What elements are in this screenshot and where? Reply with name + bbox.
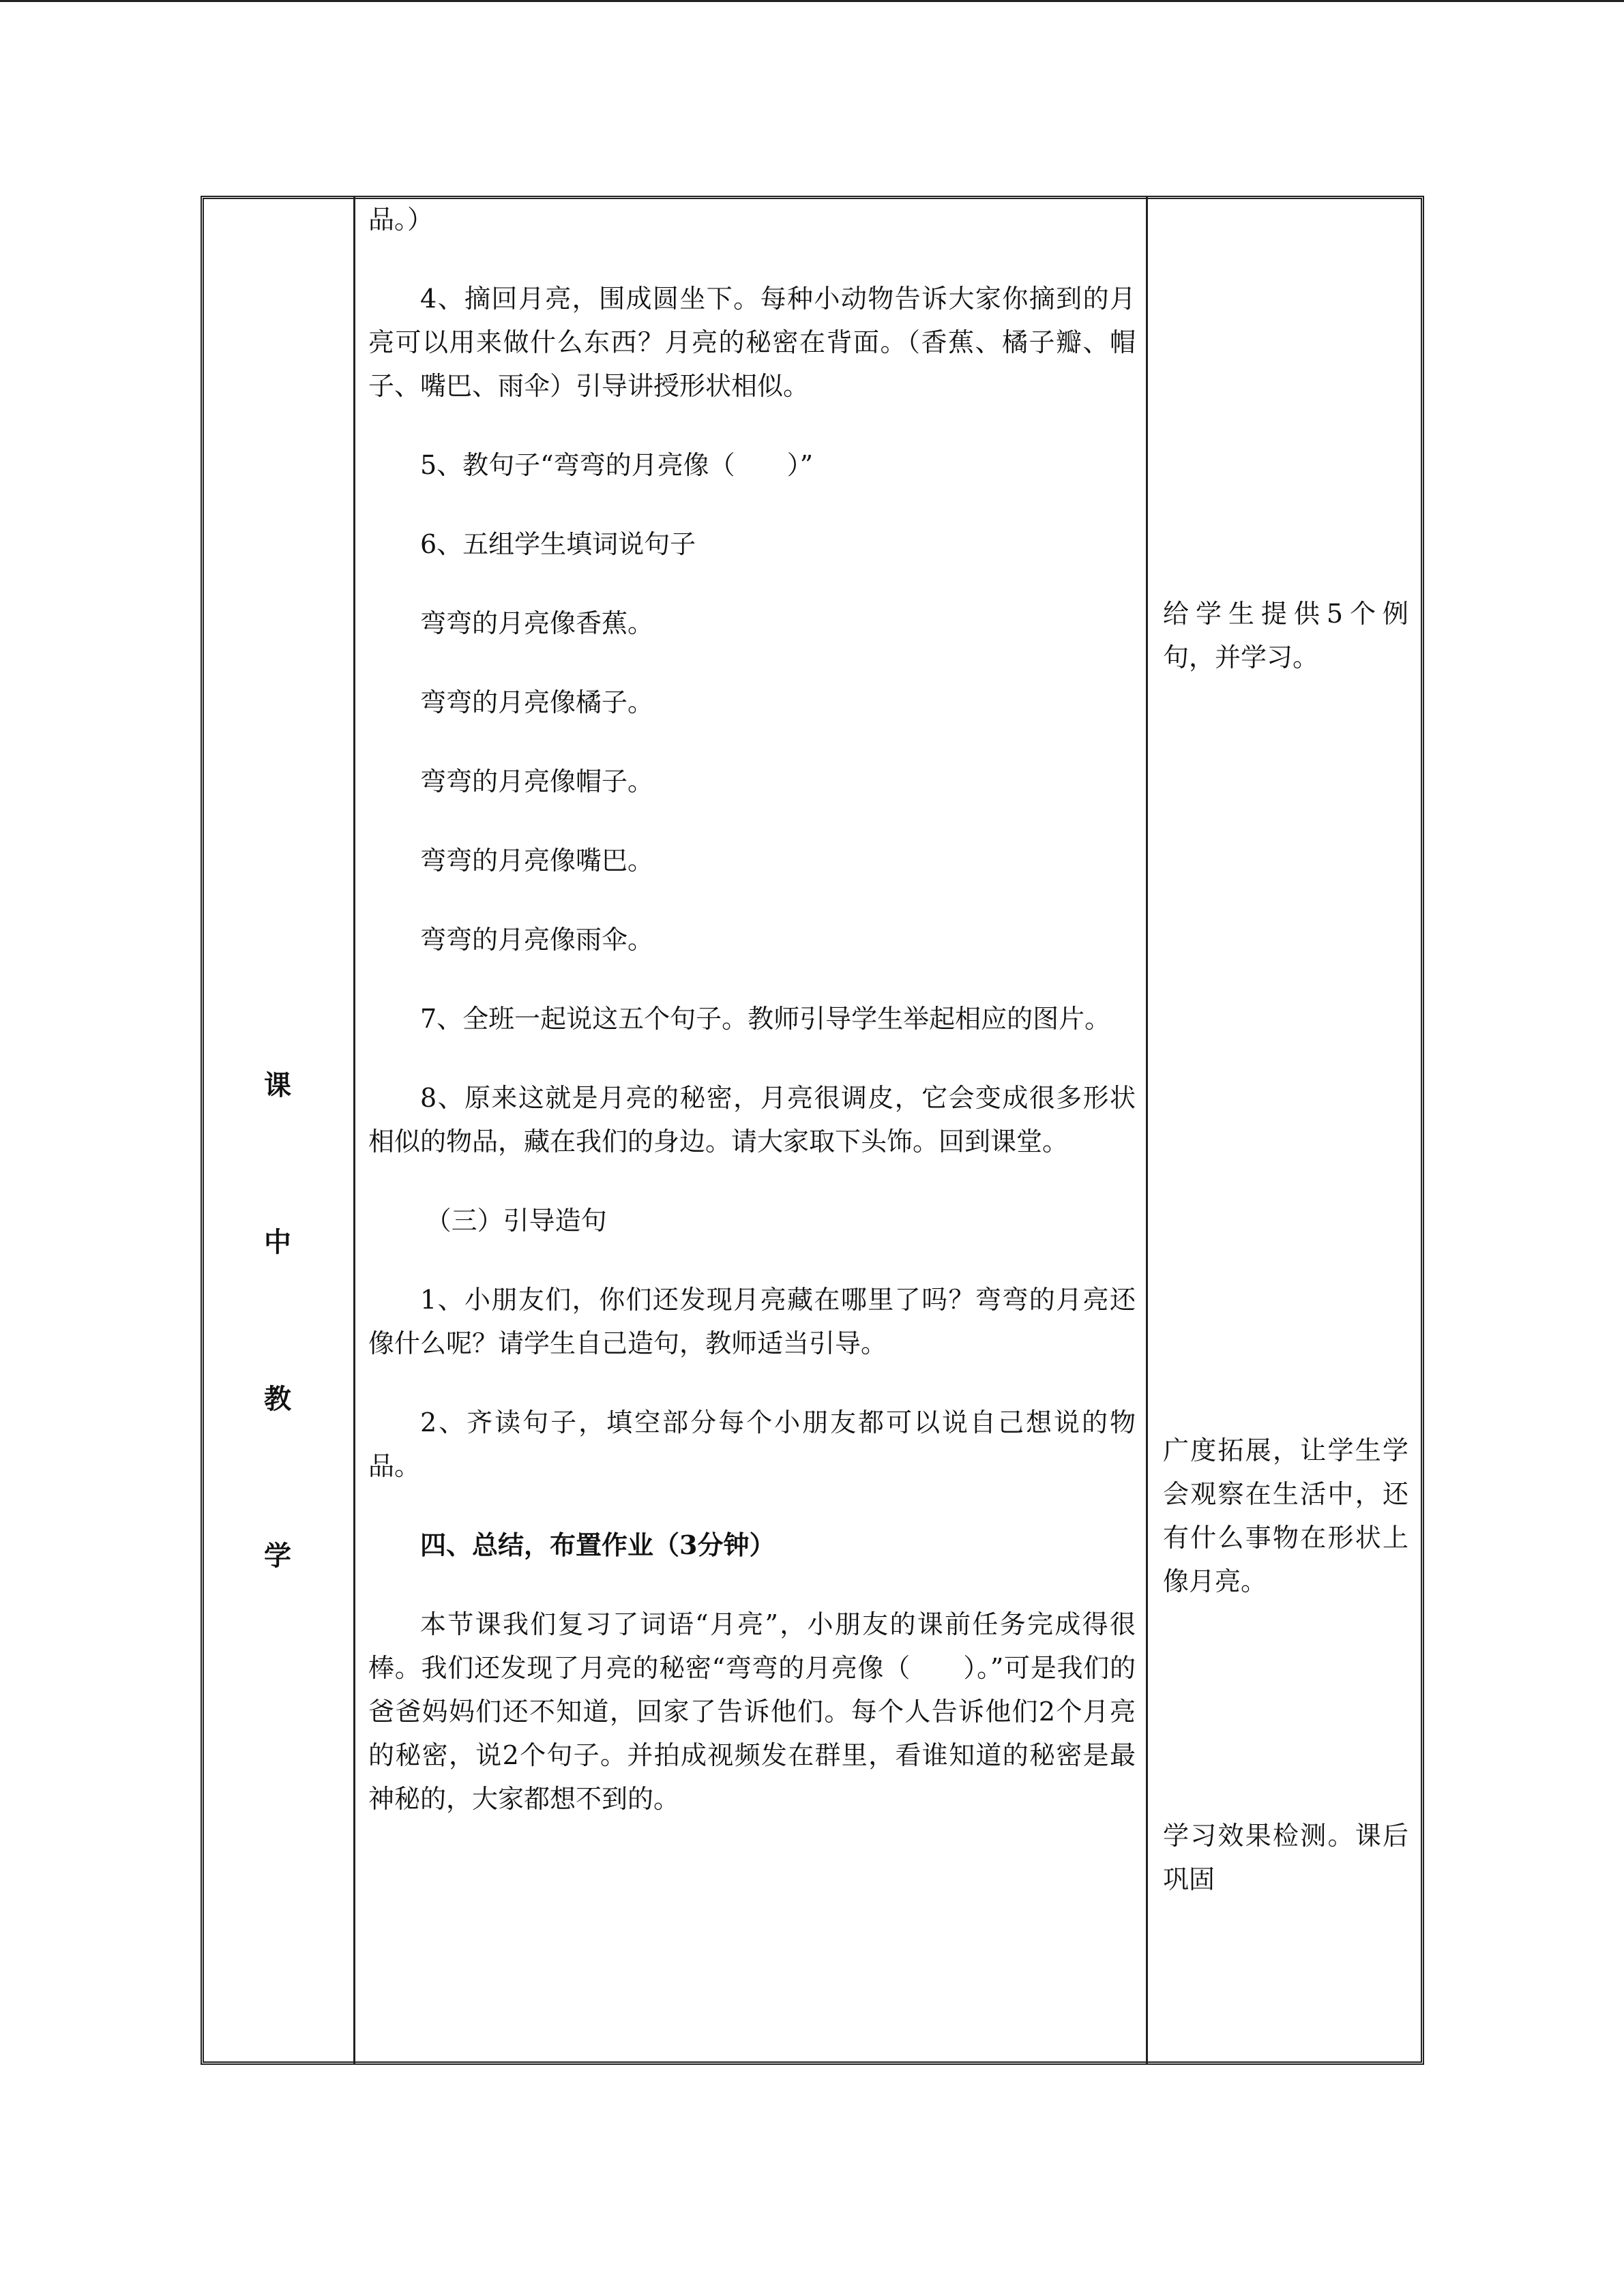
paragraph-summary-homework: 本节课我们复习了词语“月亮”，小朋友的课前任务完成得很棒。我们还发现了月亮的秘密“弯弯的月亮像（ ）。”可是我们的爸爸妈妈们还不知道，回家了告诉他们。每个人告诉他们2个月亮的秘密，说2个句子。并拍成视频发在群里，看谁知道的秘密是最神秘的，大家都想不到的。 [368, 1609, 1136, 1814]
paragraph-guided-1: 1、小朋友们，你们还发现月亮藏在哪里了吗？弯弯的月亮还像什么呢？请学生自己造句，教师适当引导。 [368, 1285, 1136, 1358]
paragraph-step-5: 5、教句子“弯弯的月亮像（ ）” [420, 450, 814, 480]
paragraph-step-7: 7、全班一起说这五个句子。教师引导学生举起相应的图片。 [420, 1004, 1111, 1034]
page-top-rule [0, 0, 1624, 2]
paragraph-step-8: 8、原来这就是月亮的秘密，月亮很调皮，它会变成很多形状相似的物品，藏在我们的身边。请大家取下头饰。回到课堂。 [368, 1083, 1136, 1157]
design-note-extension: 广度拓展，让学生学会观察在生活中，还有什么事物在形状上像月亮。 [1163, 1435, 1408, 1596]
stage-label-char-1: 课 [264, 1069, 291, 1101]
section-heading-summary: 四、总结，布置作业（3分钟） [420, 1530, 776, 1560]
table-column-divider-left [353, 196, 355, 2065]
paragraph-continued: 品。） [368, 205, 434, 235]
design-note-examples: 给学生提供5个例句，并学习。 [1163, 599, 1408, 672]
example-sentence-banana: 弯弯的月亮像香蕉。 [420, 608, 654, 638]
stage-label-char-3: 教 [264, 1383, 291, 1415]
example-sentence-orange: 弯弯的月亮像橘子。 [420, 687, 654, 717]
teaching-process-column [368, 198, 1136, 1856]
design-note-assessment: 学习效果检测。课后巩固 [1163, 1821, 1408, 1894]
example-sentence-mouth: 弯弯的月亮像嘴巴。 [420, 846, 654, 876]
paragraph-step-6: 6、五组学生填词说句子 [420, 529, 696, 559]
example-sentence-hat: 弯弯的月亮像帽子。 [420, 766, 654, 796]
stage-label-char-2: 中 [264, 1226, 291, 1258]
paragraph-guided-2: 2、齐读句子，填空部分每个小朋友都可以说自己想说的物品。 [368, 1407, 1136, 1481]
table-column-divider-right [1146, 196, 1148, 2065]
section-heading-guided-sentences: （三）引导造句 [425, 1206, 607, 1236]
example-sentence-umbrella: 弯弯的月亮像雨伞。 [420, 925, 654, 955]
paragraph-step-4: 4、摘回月亮，围成圆坐下。每种小动物告诉大家你摘到的月亮可以用来做什么东西？月亮的秘密在背面。（香蕉、橘子瓣、帽子、嘴巴、雨伞）引导讲授形状相似。 [368, 284, 1136, 401]
stage-label-char-4: 学 [264, 1540, 291, 1572]
